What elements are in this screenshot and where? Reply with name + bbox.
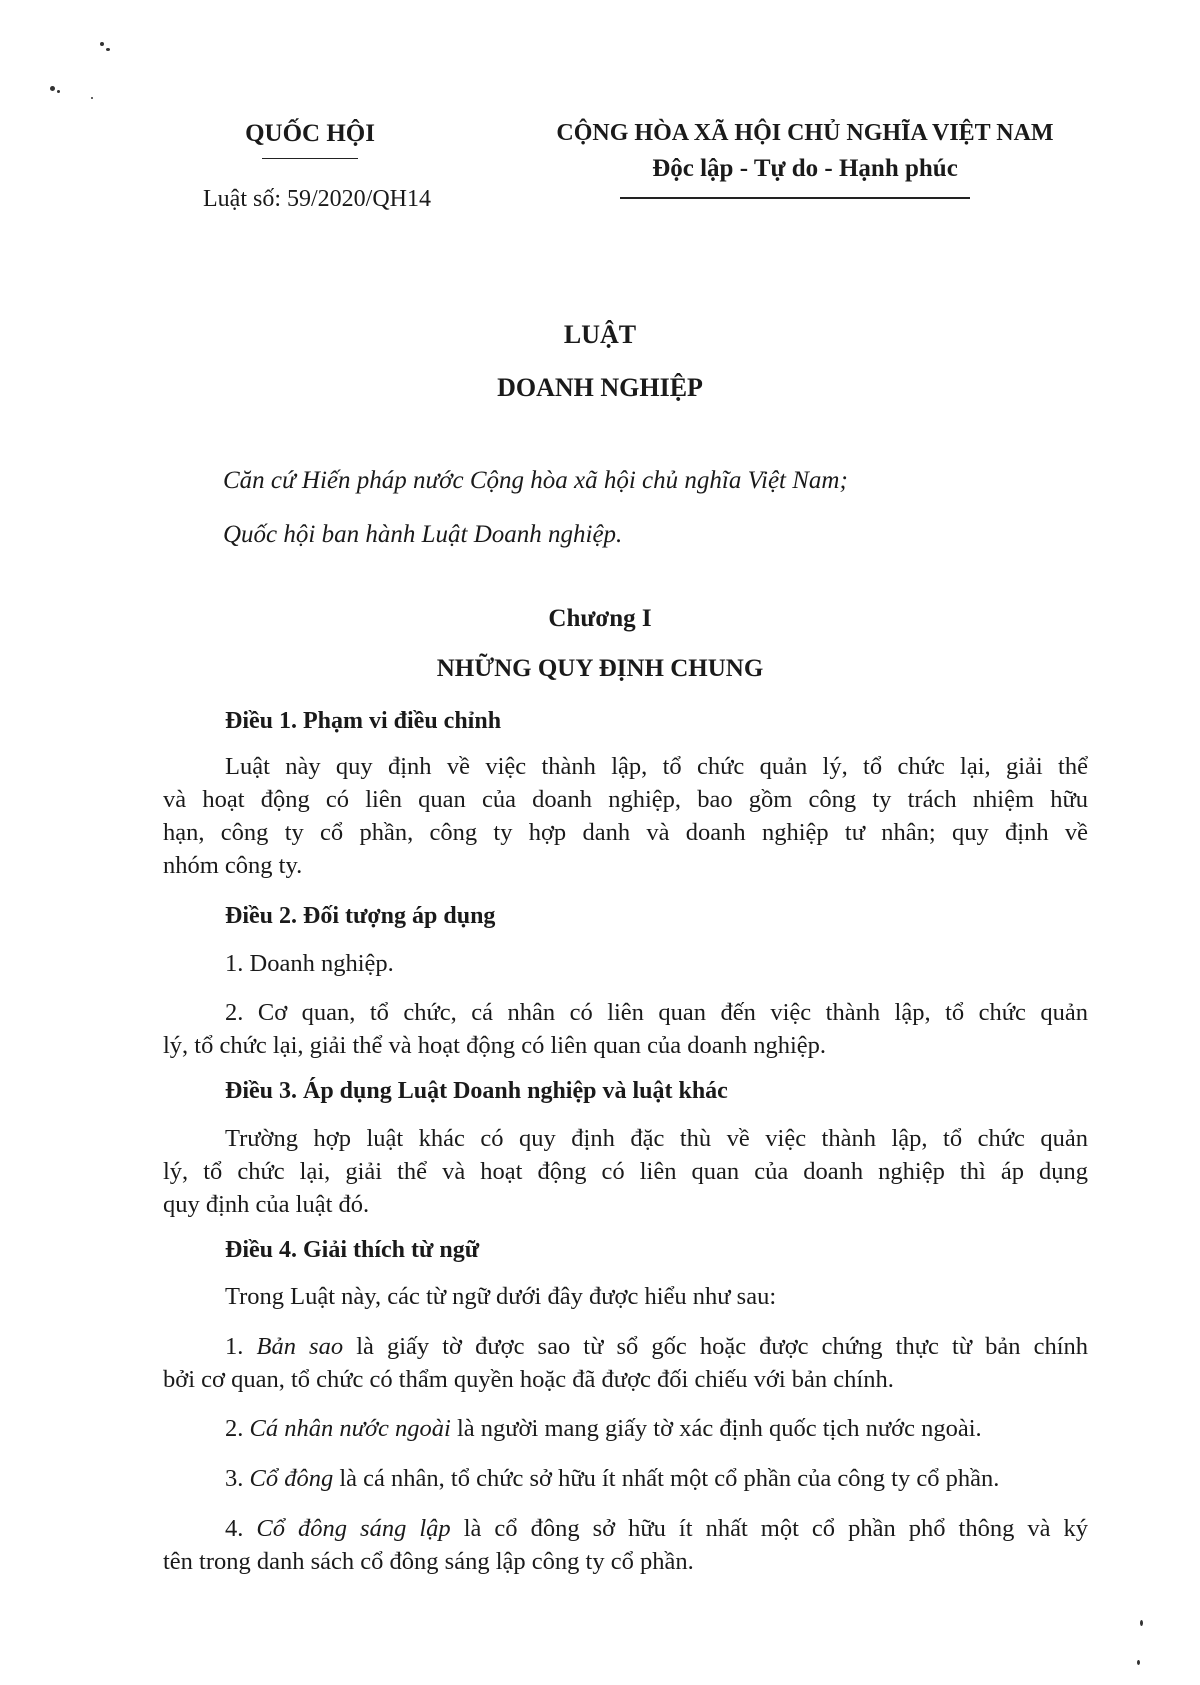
chapter-title: NHỮNG QUY ĐỊNH CHUNG bbox=[436, 655, 764, 682]
defined-term: Cổ đông bbox=[249, 1465, 334, 1492]
item-text: là giấy tờ được sao từ sổ gốc hoặc được chứng thực từ bản chính bbox=[343, 1333, 1089, 1360]
article-4-item-2 bbox=[163, 1412, 1088, 1445]
defined-term: Cá nhân nước ngoài bbox=[249, 1415, 451, 1442]
scan-speck bbox=[106, 48, 110, 51]
text-line: lý, tổ chức lại, giải thể và hoạt động có liên quan của doanh nghiệp thì áp dụng bbox=[163, 1158, 1088, 1185]
preamble-line: Căn cứ Hiến pháp nước Cộng hòa xã hội chủ nghĩa Việt Nam; bbox=[223, 467, 848, 494]
article-2-item-1 bbox=[163, 947, 1088, 980]
scan-speck bbox=[100, 42, 104, 46]
article-heading: Điều 4. Giải thích từ ngữ bbox=[225, 1237, 480, 1263]
issuer-underline bbox=[262, 158, 358, 159]
article-1-body bbox=[163, 750, 1088, 882]
scan-speck bbox=[57, 90, 60, 93]
preamble-line: Quốc hội ban hành Luật Doanh nghiệp. bbox=[223, 521, 623, 548]
item-text: là người mang giấy tờ xác định quốc tịch nước ngoài. bbox=[450, 1415, 982, 1442]
scan-speck bbox=[50, 86, 55, 91]
text-line: quy định của luật đó. bbox=[163, 1191, 370, 1218]
article-2-item-2 bbox=[163, 996, 1088, 1062]
text-line: tên trong danh sách cổ đông sáng lập công ty cổ phần. bbox=[163, 1548, 694, 1575]
text-line bbox=[163, 1330, 1088, 1363]
country-name: CỘNG HÒA XÃ HỘI CHỦ NGHĨA VIỆT NAM bbox=[556, 120, 1054, 146]
item-number: 3. bbox=[225, 1465, 250, 1492]
article-3-body bbox=[163, 1122, 1088, 1221]
motto-underline bbox=[620, 197, 970, 199]
text-line: 1. Doanh nghiệp. bbox=[225, 950, 394, 977]
text-line: Luật này quy định về việc thành lập, tổ chức quản lý, tổ chức lại, giải thể bbox=[225, 753, 1088, 780]
text-line: bởi cơ quan, tổ chức có thẩm quyền hoặc đã được đối chiếu với bản chính. bbox=[163, 1366, 894, 1393]
article-4-item-1 bbox=[163, 1330, 1088, 1396]
article-4-intro bbox=[163, 1280, 1088, 1313]
scan-speck bbox=[1137, 1660, 1140, 1665]
text-line bbox=[163, 1412, 1088, 1445]
article-4-item-4 bbox=[163, 1512, 1088, 1578]
issuer: QUỐC HỘI bbox=[245, 120, 375, 147]
item-text: là cổ đông sở hữu ít nhất một cổ phần phổ thông và ký bbox=[450, 1515, 1089, 1542]
chapter-number: Chương I bbox=[548, 605, 652, 632]
law-name: DOANH NGHIỆP bbox=[497, 373, 703, 402]
text-line: và hoạt động có liên quan của doanh nghiệp, bao gồm công ty trách nhiệm hữu bbox=[163, 786, 1088, 813]
text-line: hạn, công ty cổ phần, công ty hợp danh và doanh nghiệp tư nhân; quy định về bbox=[163, 819, 1088, 846]
item-number: 4. bbox=[225, 1515, 257, 1542]
item-number: 2. bbox=[225, 1415, 250, 1442]
text-line: Trường hợp luật khác có quy định đặc thù về việc thành lập, tổ chức quản bbox=[225, 1125, 1088, 1152]
text-line: Trong Luật này, các từ ngữ dưới đây được hiểu như sau: bbox=[225, 1283, 777, 1310]
article-heading: Điều 1. Phạm vi điều chỉnh bbox=[225, 708, 502, 734]
item-text: là cá nhân, tổ chức sở hữu ít nhất một cổ phần của công ty cổ phần. bbox=[333, 1465, 1000, 1492]
article-4-item-3 bbox=[163, 1462, 1088, 1495]
text-line: lý, tổ chức lại, giải thể và hoạt động có liên quan của doanh nghiệp. bbox=[163, 1032, 827, 1059]
text-line bbox=[163, 1462, 1088, 1495]
article-heading: Điều 2. Đối tượng áp dụng bbox=[225, 903, 496, 929]
motto: Độc lập - Tự do - Hạnh phúc bbox=[652, 155, 958, 182]
article-heading: Điều 3. Áp dụng Luật Doanh nghiệp và luật khác bbox=[225, 1078, 728, 1104]
text-line: nhóm công ty. bbox=[163, 852, 303, 879]
law-number: Luật số: 59/2020/QH14 bbox=[203, 186, 431, 212]
document-type: LUẬT bbox=[563, 320, 637, 349]
scan-speck bbox=[91, 97, 93, 99]
defined-term: Bản sao bbox=[256, 1333, 344, 1360]
defined-term: Cổ đông sáng lập bbox=[256, 1515, 451, 1542]
item-number: 1. bbox=[225, 1333, 257, 1360]
text-line: 2. Cơ quan, tổ chức, cá nhân có liên quan đến việc thành lập, tổ chức quản bbox=[225, 999, 1088, 1026]
text-line bbox=[163, 1512, 1088, 1545]
scan-speck bbox=[1140, 1620, 1143, 1626]
